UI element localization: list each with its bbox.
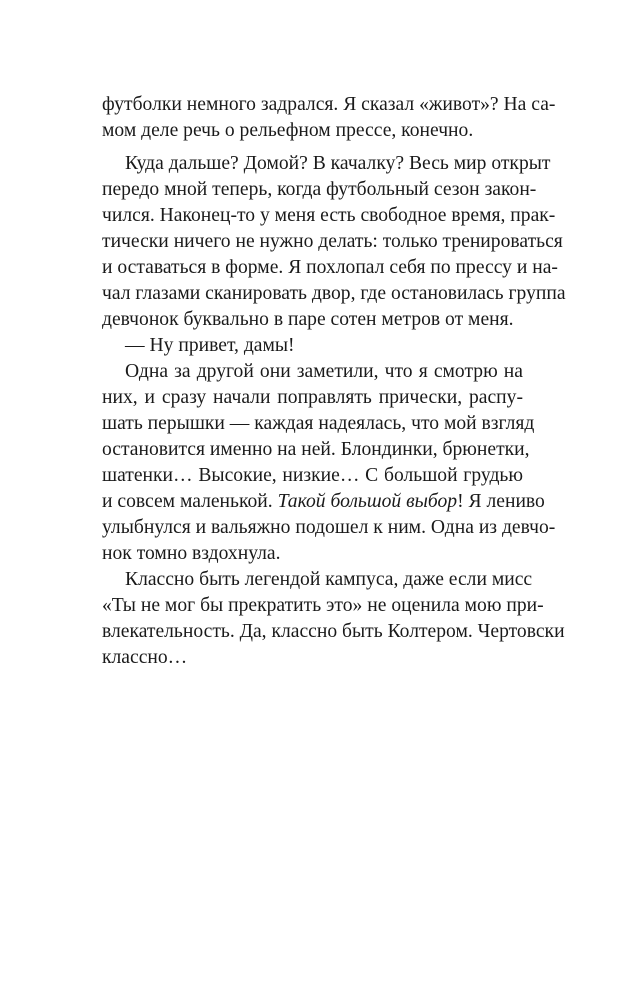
text-line-19: Классно быть легендой кампуса, даже если мисс — [125, 569, 533, 590]
text-line-12: них, и сразу начали поправлять прически, распу- — [102, 387, 523, 408]
text-line-22: классно… — [102, 647, 188, 668]
text-line-11: Одна за другой они заметили, что я смотрю на — [125, 361, 523, 382]
italic-phrase: Такой большой выбор — [277, 491, 458, 512]
text-line-1: футболки немного задрался. Я сказал «живот»? На са- — [102, 94, 556, 115]
text-line-15: шатенки… Высокие, низкие… С большой грудью — [102, 465, 523, 486]
text-line-21: влекательность. Да, классно быть Колтером. Чертовски — [102, 621, 565, 642]
text-line-7: и оставаться в форме. Я похлопал себя по прессу и на- — [102, 257, 558, 278]
text-line-9: девчонок буквально в паре сотен метров от меня. — [102, 309, 514, 330]
text-line-2: мом деле речь о рельефном прессе, конечно. — [102, 120, 474, 141]
text-line-14: остановится именно на ней. Блондинки, брюнетки, — [102, 439, 530, 460]
text-line-20: «Ты не мог бы прекратить это» не оценила мою при- — [102, 595, 544, 616]
text-line-16-start: и совсем маленькой. — [102, 491, 278, 512]
text-line-5: чился. Наконец-то у меня есть свободное время, прак- — [102, 205, 556, 226]
text-line-6: тически ничего не нужно делать: только тренироваться — [102, 231, 563, 252]
text-line-8: чал глазами сканировать двор, где остановилась группа — [102, 283, 566, 304]
text-line-10: — Ну привет, дамы! — [125, 335, 295, 356]
text-line-16 — [102, 489, 545, 515]
text-line-16-end: ! Я лениво — [457, 491, 545, 512]
text-line-4: передо мной теперь, когда футбольный сезон закон- — [102, 179, 537, 200]
text-line-13: шать перышки — каждая надеялась, что мой взгляд — [102, 413, 535, 434]
text-line-3: Куда дальше? Домой? В качалку? Весь мир открыт — [125, 153, 551, 174]
text-line-18: нок томно вздохнула. — [102, 543, 281, 564]
text-line-17: улыбнулся и вальяжно подошел к ним. Одна из девчо- — [102, 517, 556, 538]
